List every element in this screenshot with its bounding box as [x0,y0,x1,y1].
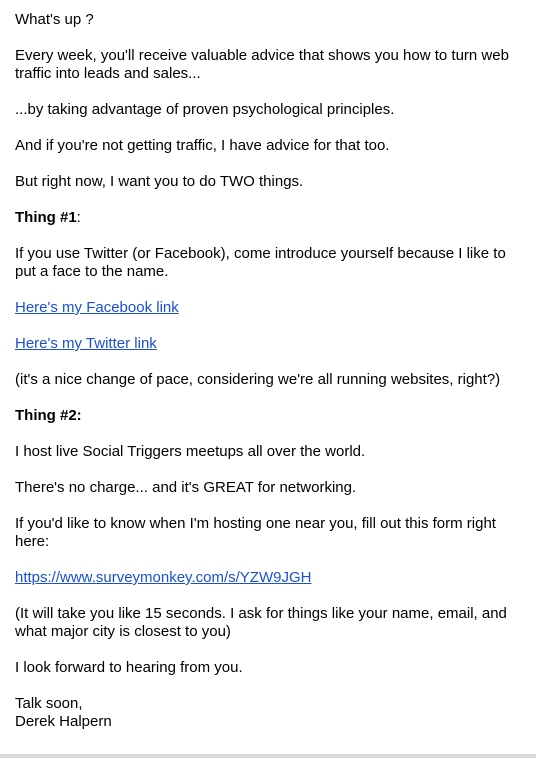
facebook-link-row [15,299,525,317]
facebook-link[interactable]: Here's my Facebook link [15,299,179,316]
intro-paragraph: Every week, you'll receive valuable advice that shows you how to turn web traffic into leads and sales... [15,47,509,82]
thing-2-text-2: There's no charge... and it's GREAT for networking. [15,479,357,496]
thing-1-text: If you use Twitter (or Facebook), come introduce yourself because I like to put a face to the name. [15,245,506,280]
email-body [15,11,525,731]
greeting: What's up ? [15,11,94,28]
survey-link-row [15,569,525,587]
thing-1-aside: (it's a nice change of pace, considering we're all running websites, right?) [15,371,501,388]
thing-1-heading [15,209,525,227]
thing-2-text-1: I host live Social Triggers meetups all over the world. [15,443,366,460]
survey-link[interactable]: https://www.surveymonkey.com/s/YZW9JGH [15,569,312,586]
two-things-paragraph: But right now, I want you to do TWO things. [15,173,304,190]
principles-paragraph: ...by taking advantage of proven psychological principles. [15,101,395,118]
closing-line: I look forward to hearing from you. [15,659,243,676]
signoff: Talk soon, [15,695,83,712]
thing-2-aside: (It will take you like 15 seconds. I ask for things like your name, email, and what major city is closest to you) [15,605,507,640]
thing-1-heading-colon: : [76,209,81,226]
thing-2-text-3: If you'd like to know when I'm hosting one near you, fill out this form right here: [15,515,496,550]
thing-2-heading: Thing #2: [15,407,82,424]
signature: Derek Halpern [15,713,112,730]
twitter-link-row [15,335,525,353]
thing-1-heading-text: Thing #1 [15,209,77,226]
traffic-paragraph: And if you're not getting traffic, I have advice for that too. [15,137,390,154]
twitter-link[interactable]: Here's my Twitter link [15,335,157,352]
bottom-divider [0,754,536,758]
